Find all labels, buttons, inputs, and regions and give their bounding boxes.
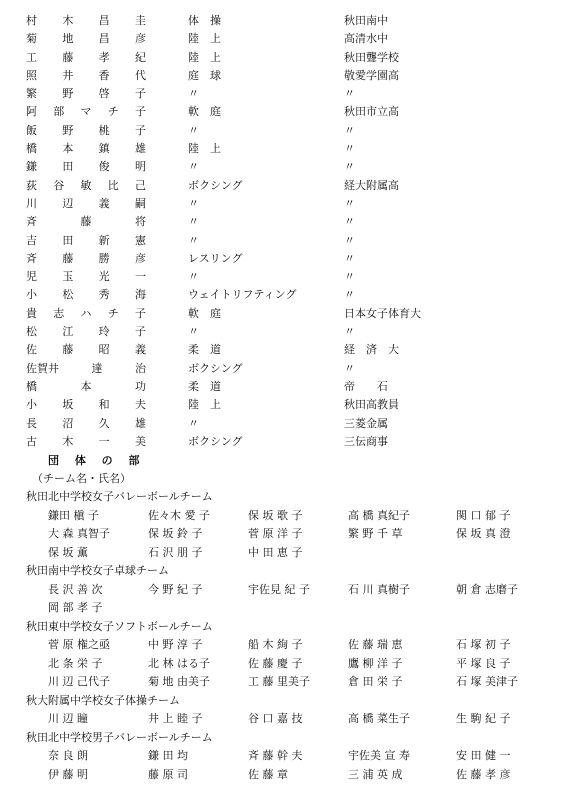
awardee-affiliation: 〃	[344, 215, 355, 229]
team-member-name: 藤 原 司	[148, 767, 188, 781]
awardee-row	[26, 213, 566, 231]
team-member-name	[348, 544, 456, 563]
team-member-name: 佐 藤 慶 子	[248, 656, 303, 670]
team-member-line	[26, 673, 566, 692]
awardee-name: 松 江 玲 子	[26, 325, 146, 339]
team-member-name: 北 林 はる子	[148, 656, 210, 670]
team-member-name: 伊 藤 明	[48, 767, 88, 781]
awardee-name: 斉 藤 将	[26, 215, 146, 229]
team-member-line	[26, 766, 566, 785]
awardee-row	[26, 323, 566, 341]
awardee-row	[26, 396, 566, 414]
awardee-affiliation: 秋田南中	[344, 14, 388, 27]
team-member-name: 石 沢 朋 子	[148, 545, 203, 559]
team-member-name: 安 田 健 一	[456, 749, 511, 762]
awardee-sport: 〃	[188, 270, 199, 284]
team-list	[26, 488, 566, 784]
awardee-affiliation: 高清水中	[344, 32, 388, 46]
team-member-name: 川 辺 瞳	[48, 712, 88, 725]
awardee-name: 佐 藤 昭 義	[26, 343, 146, 357]
team-member-line	[26, 507, 566, 526]
team-name: 秋田東中学校女子ソフトボールチーム	[26, 619, 213, 633]
awardee-sport: 柔 道	[188, 343, 221, 357]
awardee-name: 古 木 一 美	[26, 434, 146, 448]
awardee-name: 貴 志 ハ チ 子	[26, 306, 146, 320]
awardee-row	[26, 49, 566, 67]
team-name: 秋田北中学校男子バレーボールチーム	[26, 730, 213, 744]
team-member-name: 石 塚 美津子	[456, 675, 518, 688]
awardee-name: 工 藤 孝 紀	[26, 50, 146, 64]
awardee-sport: 陸 上	[188, 398, 221, 412]
awardee-name: 小 坂 和 夫	[26, 398, 146, 412]
team-member-name: 保 坂 薫	[48, 545, 88, 559]
awardee-sport: レスリング	[188, 251, 243, 265]
awardee-affiliation: 〃	[344, 233, 355, 247]
team-member-name: 関 口 郁 子	[456, 508, 511, 522]
team-name: 秋田南中学校女子卓球チーム	[26, 564, 169, 577]
awardee-sport: ボクシング	[188, 361, 243, 375]
team-member-name: 平 塚 良 子	[456, 656, 511, 670]
awardee-affiliation: 〃	[344, 196, 355, 210]
team-member-name: 佐 藤 孝 彦	[456, 767, 511, 781]
awardee-sport: 〃	[188, 87, 199, 101]
team-member-name: 高 橋 真紀子	[348, 508, 410, 522]
awardee-row	[26, 30, 566, 48]
awardee-row	[26, 67, 566, 85]
awardee-sport: 庭 球	[188, 68, 221, 82]
awardee-row	[26, 378, 566, 396]
team-member-name: 岡 部 孝 子	[48, 601, 103, 614]
awardee-name: 橋 本 鎮 雄	[26, 142, 146, 156]
awardee-name: 橋 本 功	[26, 379, 146, 393]
awardee-name: 荻 谷 敏 比 己	[26, 178, 146, 192]
team-member-line	[26, 655, 566, 674]
team-member-name: 船 木 絢 子	[248, 638, 303, 651]
team-member-name: 菅 原 洋 子	[248, 527, 303, 540]
awardee-row	[26, 415, 566, 433]
team-member-name: 佐 藤 瑞 恵	[348, 638, 403, 651]
awardee-affiliation: 〃	[344, 87, 355, 101]
awardee-affiliation: 〃	[344, 288, 355, 302]
awardee-name: 佐賀井 達 治	[26, 361, 146, 375]
team-member-name: 川 辺 己代子	[48, 675, 110, 688]
team-member-name: 宇佐美 宣 寿	[348, 749, 410, 762]
awardee-sport: ウェイトリフティング	[188, 288, 297, 302]
awardee-row	[26, 341, 566, 359]
team-member-name: 工 藤 里美子	[248, 675, 310, 688]
team-member-name: 井 上 睦 子	[148, 712, 203, 725]
awardee-sport: ボクシング	[188, 178, 243, 192]
awardee-row	[26, 122, 566, 140]
awardee-row	[26, 85, 566, 103]
awardee-sport: 〃	[188, 233, 199, 247]
awardee-row	[26, 195, 566, 213]
awardee-name: 斉 藤 勝 彦	[26, 251, 146, 265]
awardee-name: 飯 野 桃 子	[26, 123, 146, 137]
awardee-row	[26, 286, 566, 304]
team-name: 秋田北中学校女子バレーボールチーム	[26, 490, 213, 503]
awardee-affiliation: 三伝商事	[344, 434, 388, 448]
team-member-name	[456, 544, 556, 563]
awardee-name: 児 玉 光 一	[26, 270, 146, 284]
awardee-affiliation: 〃	[344, 142, 355, 156]
awardee-name: 照 井 香 代	[26, 68, 146, 82]
team-member-line	[26, 581, 566, 600]
awardee-sport: 〃	[188, 325, 199, 339]
team-member-name: 奈 良 朗	[48, 749, 88, 762]
awardee-affiliation: 敬愛学園高	[344, 68, 399, 82]
team-member-name: 繁 野 千 草	[348, 527, 403, 540]
team-member-name: 石 塚 初 子	[456, 638, 511, 651]
awardee-affiliation: 〃	[344, 361, 355, 375]
awardee-affiliation: 〃	[344, 251, 355, 265]
awardee-row	[26, 250, 566, 268]
team-member-line	[26, 710, 566, 729]
awardee-sport: 〃	[188, 196, 199, 210]
awardee-sport: 軟 庭	[188, 306, 221, 320]
team-member-name: 生 駒 紀 子	[456, 712, 511, 725]
awardee-affiliation: 〃	[344, 123, 355, 137]
team-member-name: 三 浦 英 成	[348, 767, 403, 781]
team-member-name: 北 条 栄 子	[48, 656, 103, 670]
awardee-sport: 陸 上	[188, 50, 221, 64]
awardee-row	[26, 305, 566, 323]
awardee-sport: 〃	[188, 160, 199, 174]
team-member-name: 菅 原 権之亟	[48, 638, 110, 651]
awardee-row	[26, 158, 566, 176]
awardee-name: 長 沼 久 雄	[26, 416, 146, 430]
awardee-sport: 〃	[188, 123, 199, 137]
awardee-affiliation: 〃	[344, 160, 355, 174]
awardee-name: 菊 地 昌 彦	[26, 32, 146, 46]
team-member-line	[26, 525, 566, 544]
awardee-name: 川 辺 義 嗣	[26, 196, 146, 210]
awardee-affiliation: 日本女子体育大	[344, 306, 421, 320]
awardee-row	[26, 433, 566, 451]
team-member-name: 鎌田 槇 子	[48, 508, 99, 522]
awardee-row	[26, 268, 566, 286]
awardee-name: 小 松 秀 海	[26, 288, 146, 302]
awardee-sport: 柔 道	[188, 379, 221, 393]
awardee-affiliation: 経 済 大	[344, 343, 399, 357]
team-member-name	[456, 599, 556, 618]
awardee-affiliation: 〃	[344, 325, 355, 339]
team-member-line	[26, 636, 566, 655]
team-member-name: 保 坂 歌 子	[248, 508, 303, 522]
awardee-row	[26, 232, 566, 250]
team-member-name: 鎌 田 均	[148, 749, 188, 762]
awardee-sport: 〃	[188, 416, 199, 430]
awardee-sport: ボクシング	[188, 434, 243, 448]
awardee-sport: 陸 上	[188, 32, 221, 46]
team-member-line	[26, 599, 566, 618]
team-member-name: 佐々木 愛 子	[148, 508, 210, 522]
awardee-row	[26, 12, 566, 30]
awardee-row	[26, 140, 566, 158]
team-member-name: 斉 藤 幹 夫	[248, 749, 303, 762]
awardee-affiliation: 帝 石	[344, 379, 388, 393]
awardee-row	[26, 103, 566, 121]
team-member-name	[148, 599, 248, 618]
awardee-row	[26, 177, 566, 195]
team-member-name: 佐 藤 章	[248, 767, 288, 781]
awardee-sport: 陸 上	[188, 142, 221, 156]
awardee-name: 吉 田 新 憲	[26, 233, 146, 247]
awardee-name: 鎌 田 俊 明	[26, 160, 146, 174]
team-member-name: 朝 倉 志磨子	[456, 582, 518, 596]
team-member-name	[248, 599, 348, 618]
awardee-affiliation: 秋田市立高	[344, 105, 399, 119]
awardee-sport: 〃	[188, 215, 199, 229]
team-member-name: 宇佐見 紀 子	[248, 582, 310, 596]
awardee-row	[26, 360, 566, 378]
group-section	[26, 452, 566, 784]
team-member-name: 中 野 淳 子	[148, 638, 203, 651]
team-member-name: 石 川 真樹子	[348, 582, 410, 596]
team-member-name: 大 森 真智子	[48, 527, 110, 540]
team-member-name: 長 沢 善 次	[48, 582, 103, 596]
team-member-name: 菊 地 由美子	[148, 675, 210, 688]
awardee-affiliation: 〃	[344, 270, 355, 284]
awardee-name: 繁 野 啓 子	[26, 87, 146, 101]
group-section-subtitle: （チーム名・氏名）	[32, 472, 131, 485]
group-section-title: 団 体 の 部	[48, 454, 146, 467]
team-member-name: 谷 口 嘉 技	[248, 712, 303, 725]
team-member-name: 保 坂 真 澄	[456, 527, 511, 540]
awardee-name: 村 木 昌 圭	[26, 14, 146, 27]
team-member-name: 保 坂 鈴 子	[148, 527, 203, 540]
team-member-name: 中 田 恵 子	[248, 545, 303, 559]
team-member-line	[26, 747, 566, 766]
awardee-affiliation: 三菱金属	[344, 416, 388, 430]
team-member-name: 倉 田 栄 子	[348, 675, 403, 688]
team-member-name: 鷹 柳 洋 子	[348, 656, 403, 670]
team-member-name	[348, 599, 456, 618]
awardee-affiliation: 秋田高教員	[344, 398, 399, 412]
individual-awardee-list	[26, 12, 566, 451]
awardee-name: 阿 部 マ チ 子	[26, 105, 146, 119]
awardee-affiliation: 秋田聾学校	[344, 50, 399, 64]
awardee-affiliation: 経大附属高	[344, 178, 399, 192]
awardee-sport: 軟 庭	[188, 105, 221, 119]
team-member-line	[26, 544, 566, 563]
team-member-name: 今 野 紀 子	[148, 582, 203, 596]
awardee-sport: 体 操	[188, 14, 221, 27]
team-member-name: 高 橋 菜生子	[348, 712, 410, 725]
team-name: 秋大附属中学校女子体操チーム	[26, 693, 180, 707]
